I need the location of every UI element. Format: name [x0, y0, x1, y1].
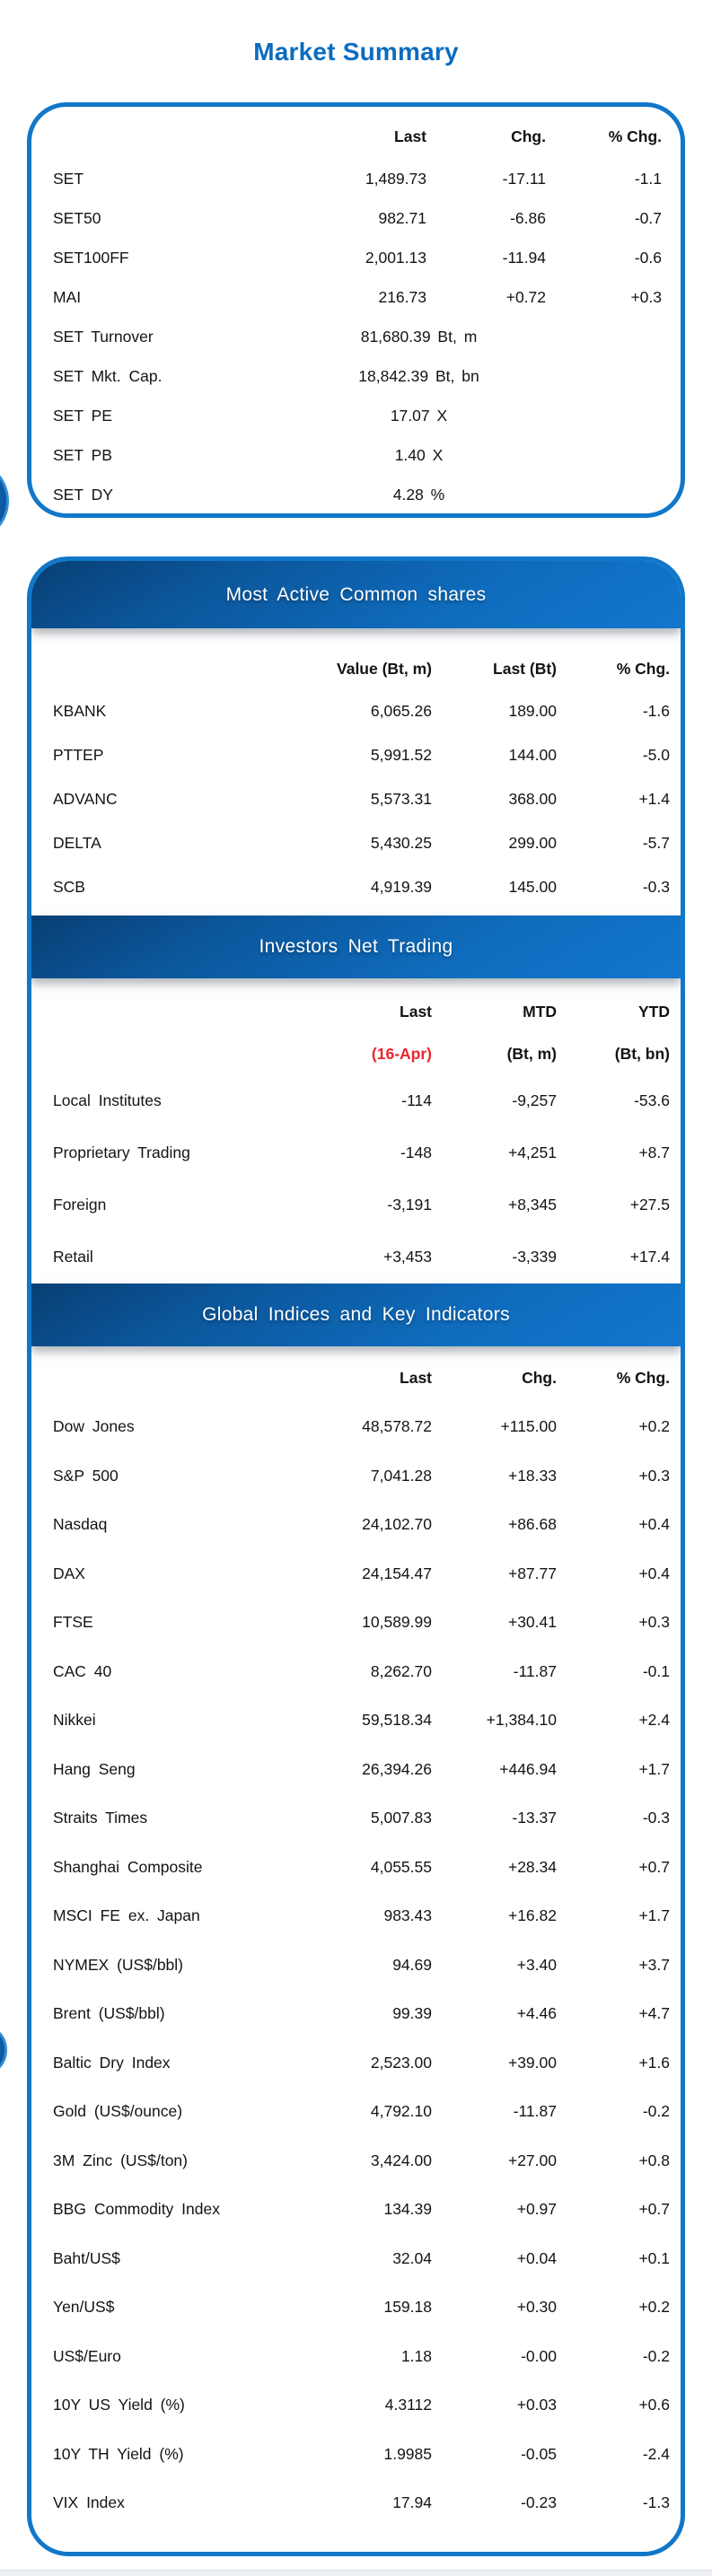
mtd-value: -3,339 [512, 1247, 557, 1266]
last-value: 8,262.70 [370, 1661, 432, 1680]
table-row [31, 159, 681, 198]
table-row [31, 356, 681, 396]
chg-value: -0.23 [521, 2493, 557, 2512]
pct-chg-value: +0.6 [638, 2396, 670, 2414]
section-header-most-active [31, 561, 681, 628]
pct-chg-value: +0.7 [638, 2200, 670, 2219]
row-label: SET DY [53, 485, 113, 504]
last-value: 24,102.70 [362, 1515, 432, 1534]
table-row [31, 1231, 681, 1283]
last-value: -148 [400, 1143, 432, 1161]
pct-chg-value: +3.7 [638, 1955, 670, 1974]
pct-chg-value: +0.4 [638, 1564, 670, 1582]
pct-chg-value: +0.7 [638, 1857, 670, 1876]
pct-chg-value: +0.3 [638, 1466, 670, 1485]
pct-chg-value: -0.2 [642, 2102, 670, 2121]
chg-value: +27.00 [507, 2151, 557, 2169]
table-row [31, 277, 681, 317]
last-value: 99.39 [392, 2004, 432, 2023]
chg-value: +28.34 [507, 1857, 557, 1876]
investors-header-row-2 [31, 1034, 681, 1074]
last-value: 2,523.00 [370, 2053, 432, 2072]
chg-value: +3.40 [516, 1955, 557, 1974]
last-value: 94.69 [392, 1955, 432, 1974]
value-bt-m: 5,991.52 [370, 746, 432, 764]
row-label: SET100FF [53, 248, 129, 267]
table-row [31, 2430, 681, 2479]
table-row [31, 1696, 681, 1746]
last-bt: 189.00 [508, 702, 557, 720]
index-name: Straits Times [53, 1809, 148, 1827]
row-label: SET PE [53, 406, 112, 425]
stock-symbol: ADVANC [53, 790, 118, 808]
index-name: CAC 40 [53, 1661, 112, 1680]
index-name: Shanghai Composite [53, 1857, 203, 1876]
pct-chg-value: -5.7 [642, 834, 670, 852]
table-row [31, 1794, 681, 1844]
last-value: 17.94 [392, 2493, 432, 2512]
pct-chg-value: -5.0 [642, 746, 670, 764]
column-header-chg: Chg. [511, 127, 546, 145]
market-summary-header-row [31, 114, 681, 159]
investor-type: Foreign [53, 1195, 107, 1214]
stock-symbol: SCB [53, 878, 85, 896]
table-row [31, 1892, 681, 1941]
chg-value: +0.72 [505, 287, 546, 306]
stock-symbol: KBANK [53, 702, 107, 720]
mtd-value: +8,345 [507, 1195, 557, 1214]
stock-symbol: PTTEP [53, 746, 104, 764]
pct-chg-value: -1.1 [634, 169, 662, 188]
stat-value: 17.07 X [390, 406, 448, 425]
ytd-value: +8.7 [638, 1143, 670, 1161]
chg-value: +30.41 [507, 1613, 557, 1632]
table-row [31, 2088, 681, 2137]
investor-type: Retail [53, 1247, 93, 1266]
last-value: 1.9985 [383, 2444, 432, 2463]
pct-chg-value: +0.3 [630, 287, 662, 306]
table-row [31, 2234, 681, 2283]
chg-value: +4.46 [516, 2004, 557, 2023]
pct-chg-value: -1.3 [642, 2493, 670, 2512]
chg-value: -0.00 [521, 2346, 557, 2365]
chg-value: -6.86 [510, 208, 546, 227]
table-row [31, 2283, 681, 2333]
index-name: Baht/US$ [53, 2248, 120, 2267]
pct-chg-value: -2.4 [642, 2444, 670, 2463]
last-value: 216.73 [378, 287, 426, 306]
table-row [31, 1549, 681, 1599]
last-value: 982.71 [378, 208, 426, 227]
most-active-header-row [31, 648, 681, 689]
chg-value: +86.68 [507, 1515, 557, 1534]
chg-value: +115.00 [500, 1417, 557, 1436]
index-name: Nikkei [53, 1711, 96, 1730]
table-row [31, 198, 681, 238]
index-name: Dow Jones [53, 1417, 135, 1436]
pct-chg-value: +1.7 [638, 1759, 670, 1778]
pct-chg-value: -0.2 [642, 2346, 670, 2365]
chg-value: +446.94 [499, 1759, 557, 1778]
index-name: MSCI FE ex. Japan [53, 1906, 200, 1925]
column-header-last: Last [394, 127, 426, 145]
pct-chg-value: +0.4 [638, 1515, 670, 1534]
chg-value: -11.87 [513, 2102, 557, 2121]
last-bt: 144.00 [508, 746, 557, 764]
pct-chg-value: +4.7 [638, 2004, 670, 2023]
last-value: 4,055.55 [370, 1857, 432, 1876]
table-row [31, 238, 681, 277]
last-value: 1,489.73 [365, 169, 426, 188]
table-row [31, 2038, 681, 2088]
index-name: 3M Zinc (US$/ton) [53, 2151, 188, 2169]
ytd-value: +27.5 [629, 1195, 670, 1214]
chg-value: -17.11 [502, 169, 546, 188]
chg-value: +0.30 [516, 2298, 557, 2317]
pct-chg-value: +2.4 [638, 1711, 670, 1730]
chg-value: +87.77 [507, 1564, 557, 1582]
section-title: Most Active Common shares [225, 583, 487, 605]
last-value: -3,191 [387, 1195, 432, 1214]
table-row [31, 2381, 681, 2431]
market-summary-stat-rows [31, 317, 681, 514]
table-row [31, 1126, 681, 1178]
table-row [31, 317, 681, 356]
pct-chg-value: -0.3 [642, 878, 670, 896]
index-name: 10Y TH Yield (%) [53, 2444, 184, 2463]
pct-chg-value: +1.7 [638, 1906, 670, 1925]
pct-chg-value: +0.8 [638, 2151, 670, 2169]
global-rows [31, 1403, 681, 2528]
table-row [31, 1403, 681, 1452]
stat-value: 81,680.39 Bt, m [360, 327, 478, 346]
footer-band [0, 2570, 712, 2576]
pct-chg-value: +0.1 [638, 2248, 670, 2267]
row-label: SET PB [53, 445, 112, 464]
chg-value: +18.33 [507, 1466, 557, 1485]
last-value: 24,154.47 [362, 1564, 432, 1582]
column-header-chg: Chg. [522, 1368, 557, 1387]
table-row [31, 1501, 681, 1550]
section-title: Investors Net Trading [259, 936, 453, 957]
last-value: +3,453 [382, 1247, 432, 1266]
pct-chg-value: -1.6 [642, 702, 670, 720]
global-header-row [31, 1354, 681, 1403]
page-title: Market Summary [253, 38, 459, 66]
last-value: 3,424.00 [370, 2151, 432, 2169]
last-value: 134.39 [383, 2200, 432, 2219]
investors-header-row-1 [31, 989, 681, 1034]
chg-value: -0.05 [521, 2444, 557, 2463]
index-name: VIX Index [53, 2493, 125, 2512]
section-header-global [31, 1284, 681, 1346]
decorative-circle-large [0, 460, 9, 542]
most-active-section [31, 628, 681, 916]
mtd-value: -9,257 [512, 1091, 557, 1109]
investors-rows [31, 1074, 681, 1283]
column-header-pct-chg: % Chg. [608, 127, 662, 145]
table-row [31, 2479, 681, 2528]
stat-value: 1.40 X [394, 445, 444, 464]
index-name: US$/Euro [53, 2346, 121, 2365]
column-header-mtd: MTD [523, 1002, 557, 1021]
index-name: NYMEX (US$/bbl) [53, 1955, 184, 1974]
chg-value: +16.82 [507, 1906, 557, 1925]
table-row [31, 475, 681, 514]
table-row [31, 777, 681, 821]
last-value: 26,394.26 [362, 1759, 432, 1778]
column-header-ytd: YTD [638, 1002, 670, 1021]
chg-value: -11.94 [502, 248, 546, 267]
last-value: 7,041.28 [370, 1466, 432, 1485]
row-label: MAI [53, 287, 82, 306]
index-name: Gold (US$/ounce) [53, 2102, 183, 2121]
column-header-date: (16-Apr) [371, 1045, 432, 1063]
table-row [31, 1745, 681, 1794]
chg-value: +0.97 [516, 2200, 557, 2219]
last-value: 48,578.72 [362, 1417, 432, 1436]
row-label: SET Turnover [53, 327, 154, 346]
index-name: Yen/US$ [53, 2298, 115, 2317]
pct-chg-value: -0.3 [642, 1809, 670, 1827]
index-name: 10Y US Yield (%) [53, 2396, 185, 2414]
pct-chg-value: +0.2 [638, 1417, 670, 1436]
market-summary-card [27, 102, 685, 518]
table-row [31, 689, 681, 733]
row-label: SET50 [53, 208, 101, 227]
ytd-value: -53.6 [634, 1091, 670, 1109]
table-row [31, 1178, 681, 1231]
table-row [31, 1074, 681, 1126]
section-title: Global Indices and Key Indicators [202, 1304, 510, 1325]
table-row [31, 733, 681, 777]
table-row [31, 2332, 681, 2381]
market-summary-index-rows [31, 159, 681, 317]
last-bt: 145.00 [508, 878, 557, 896]
global-indices-section [31, 1346, 681, 2528]
last-value: 4.3112 [384, 2396, 432, 2414]
pct-chg-value: +1.6 [638, 2053, 670, 2072]
last-value: 159.18 [383, 2298, 432, 2317]
most-active-rows [31, 689, 681, 909]
pct-chg-value: -0.6 [634, 248, 662, 267]
column-header-unit-ytd: (Bt, bn) [614, 1045, 670, 1063]
index-name: DAX [53, 1564, 85, 1582]
table-row [31, 865, 681, 909]
table-row [31, 1451, 681, 1501]
table-row [31, 821, 681, 865]
index-name: FTSE [53, 1613, 93, 1632]
investors-section [31, 978, 681, 1284]
column-header-pct-chg: % Chg. [616, 1368, 670, 1387]
last-value: 1.18 [400, 2346, 432, 2365]
last-value: 32.04 [392, 2248, 432, 2267]
stat-value: 18,842.39 Bt, bn [358, 366, 479, 385]
table-row [31, 1941, 681, 1990]
sections-card [27, 556, 685, 2556]
last-value: 983.43 [383, 1906, 432, 1925]
stock-symbol: DELTA [53, 834, 101, 852]
index-name: S&P 500 [53, 1466, 119, 1485]
table-row [31, 435, 681, 475]
last-value: 2,001.13 [365, 248, 426, 267]
index-name: Brent (US$/bbl) [53, 2004, 165, 2023]
chg-value: -11.87 [513, 1661, 557, 1680]
row-label: SET Mkt. Cap. [53, 366, 163, 385]
table-row [31, 2186, 681, 2235]
index-name: Hang Seng [53, 1759, 136, 1778]
value-bt-m: 5,573.31 [370, 790, 432, 808]
index-name: Nasdaq [53, 1515, 108, 1534]
ytd-value: +17.4 [629, 1247, 670, 1266]
chg-value: -13.37 [512, 1809, 557, 1827]
row-label: SET [53, 169, 84, 188]
column-header-unit-mtd: (Bt, m) [506, 1045, 557, 1063]
chg-value: +0.04 [516, 2248, 557, 2267]
value-bt-m: 4,919.39 [370, 878, 432, 896]
last-bt: 299.00 [508, 834, 557, 852]
pct-chg-value: +1.4 [638, 790, 670, 808]
last-value: 5,007.83 [370, 1809, 432, 1827]
investor-type: Local Institutes [53, 1091, 162, 1109]
pct-chg-value: -0.1 [642, 1661, 670, 1680]
last-value: 59,518.34 [362, 1711, 432, 1730]
investor-type: Proprietary Trading [53, 1143, 190, 1161]
column-header-last: Last (Bt) [493, 659, 557, 678]
decorative-circle-small [0, 2023, 7, 2077]
last-value: 4,792.10 [370, 2102, 432, 2121]
table-row [31, 1990, 681, 2039]
index-name: BBG Commodity Index [53, 2200, 220, 2219]
stat-value: 4.28 % [392, 485, 445, 504]
chg-value: +39.00 [507, 2053, 557, 2072]
column-header-last: Last [400, 1002, 432, 1021]
column-header-pct-chg: % Chg. [616, 659, 670, 678]
table-row [31, 1647, 681, 1696]
last-value: -114 [401, 1091, 432, 1109]
mtd-value: +4,251 [507, 1143, 557, 1161]
chg-value: +1,384.10 [486, 1711, 557, 1730]
last-bt: 368.00 [508, 790, 557, 808]
table-row [31, 2136, 681, 2186]
table-row [31, 396, 681, 435]
chg-value: +0.03 [516, 2396, 557, 2414]
pct-chg-value: +0.2 [638, 2298, 670, 2317]
value-bt-m: 6,065.26 [370, 702, 432, 720]
section-header-investors [31, 916, 681, 978]
table-row [31, 1599, 681, 1648]
index-name: Baltic Dry Index [53, 2053, 171, 2072]
table-row [31, 1843, 681, 1892]
pct-chg-value: -0.7 [634, 208, 662, 227]
column-header-last: Last [400, 1368, 432, 1387]
pct-chg-value: +0.3 [638, 1613, 670, 1632]
last-value: 10,589.99 [362, 1613, 432, 1632]
column-header-value: Value (Bt, m) [337, 659, 432, 678]
value-bt-m: 5,430.25 [370, 834, 432, 852]
